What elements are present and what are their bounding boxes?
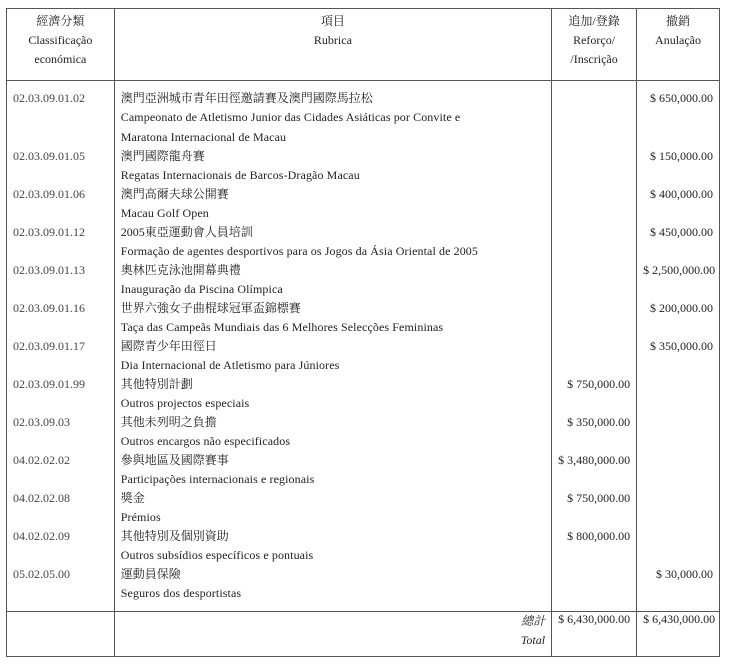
table-row xyxy=(7,81,720,108)
header-classificacao: 經濟分類 Classificação económica xyxy=(7,9,115,81)
rubrica-pt: Inauguração da Piscina Olímpica xyxy=(114,279,551,299)
table-row xyxy=(7,185,720,203)
table-row xyxy=(7,299,720,317)
rubrica-pt: Macau Golf Open xyxy=(114,203,551,223)
table-row-pt xyxy=(7,545,720,565)
classification-code: 02.03.09.01.02 xyxy=(7,81,115,108)
rubrica-zh: 其他未列明之負擔 xyxy=(114,413,551,431)
classification-code: 02.03.09.03 xyxy=(7,413,115,431)
table-row xyxy=(7,565,720,583)
anulacao-value xyxy=(637,451,720,469)
reforco-value: $ 750,000.00 xyxy=(552,489,637,507)
table-row xyxy=(7,261,720,279)
total-label-pt: Total xyxy=(520,633,546,647)
anulacao-value: $ 650,000.00 xyxy=(637,81,720,108)
header-rubrica: 項目 Rubrica xyxy=(114,9,551,81)
reforco-value xyxy=(552,337,637,355)
table-row-pt xyxy=(7,583,720,612)
anulacao-value: $ 30,000.00 xyxy=(637,565,720,583)
rubrica-zh: 獎金 xyxy=(114,489,551,507)
total-row xyxy=(7,612,720,657)
table-row-pt xyxy=(7,355,720,375)
table-body xyxy=(7,81,720,612)
reforco-value: $ 800,000.00 xyxy=(552,527,637,545)
classification-code: 02.03.09.01.05 xyxy=(7,147,115,165)
rubrica-zh: 澳門亞洲城市青年田徑邀請賽及澳門國際馬拉松 xyxy=(114,81,551,108)
table-row-pt xyxy=(7,107,720,127)
table-row xyxy=(7,489,720,507)
total-code-cell xyxy=(7,612,115,657)
reforco-value xyxy=(552,185,637,203)
rubrica-pt: Prémios xyxy=(114,507,551,527)
classification-code: 05.02.05.00 xyxy=(7,565,115,583)
table-row-pt xyxy=(7,279,720,299)
header-anulacao: 撤銷 Anulação xyxy=(637,9,720,81)
rubrica-pt: Participações internacionais e regionais xyxy=(114,469,551,489)
reforco-value: $ 350,000.00 xyxy=(552,413,637,431)
anulacao-value xyxy=(637,413,720,431)
anulacao-value xyxy=(637,489,720,507)
anulacao-value: $ 400,000.00 xyxy=(637,185,720,203)
anulacao-value: $ 150,000.00 xyxy=(637,147,720,165)
budget-table xyxy=(6,8,720,657)
rubrica-zh: 世界六強女子曲棍球冠軍盃錦標賽 xyxy=(114,299,551,317)
rubrica-zh: 奧林匹克泳池開幕典禮 xyxy=(114,261,551,279)
anulacao-value: $ 200,000.00 xyxy=(637,299,720,317)
classification-code: 02.03.09.01.16 xyxy=(7,299,115,317)
table-row xyxy=(7,337,720,355)
rubrica-pt: Campeonato de Atletismo Junior das Cidades Asiáticas por Convite e xyxy=(114,107,551,127)
table-row-pt xyxy=(7,393,720,413)
anulacao-value: $ 2,500,000.00 xyxy=(637,261,720,279)
table-row-pt xyxy=(7,469,720,489)
table-row-pt xyxy=(7,203,720,223)
total-reforco: $ 6,430,000.00 xyxy=(552,612,637,657)
reforco-value: $ 3,480,000.00 xyxy=(552,451,637,469)
rubrica-pt: Regatas Internacionais de Barcos-Dragão Macau xyxy=(114,165,551,185)
table-row-pt xyxy=(7,241,720,261)
reforco-value xyxy=(552,261,637,279)
table-row-pt xyxy=(7,165,720,185)
table-header-row xyxy=(7,9,720,81)
anulacao-value: $ 450,000.00 xyxy=(637,223,720,241)
anulacao-value xyxy=(637,527,720,545)
rubrica-zh: 國際青少年田徑日 xyxy=(114,337,551,355)
rubrica-zh: 澳門國際龍舟賽 xyxy=(114,147,551,165)
rubrica-pt: Seguros dos desportistas xyxy=(114,583,551,612)
classification-code: 02.03.09.01.12 xyxy=(7,223,115,241)
table-row-pt xyxy=(7,127,720,147)
rubrica-pt: Taça das Campeãs Mundiais das 6 Melhores Selecções Femininas xyxy=(114,317,551,337)
rubrica-zh: 其他特別及個別資助 xyxy=(114,527,551,545)
classification-code: 02.03.09.01.99 xyxy=(7,375,115,393)
rubrica-zh: 其他特別計劃 xyxy=(114,375,551,393)
reforco-value: $ 750,000.00 xyxy=(552,375,637,393)
rubrica-pt: Outros subsídios específicos e pontuais xyxy=(114,545,551,565)
table-row xyxy=(7,413,720,431)
table-row-pt xyxy=(7,317,720,337)
table-row xyxy=(7,375,720,393)
rubrica-pt: Formação de agentes desportivos para os Jogos da Ásia Oriental de 2005 xyxy=(114,241,551,261)
reforco-value xyxy=(552,223,637,241)
classification-code: 02.03.09.01.13 xyxy=(7,261,115,279)
rubrica-zh: 運動員保險 xyxy=(114,565,551,583)
rubrica-zh: 澳門高爾夫球公開賽 xyxy=(114,185,551,203)
rubrica-zh: 參與地區及國際賽事 xyxy=(114,451,551,469)
classification-code: 02.03.09.01.06 xyxy=(7,185,115,203)
table-row-pt xyxy=(7,507,720,527)
anulacao-value: $ 350,000.00 xyxy=(637,337,720,355)
table-row-pt xyxy=(7,431,720,451)
reforco-value xyxy=(552,81,637,108)
reforco-value xyxy=(552,299,637,317)
table-row xyxy=(7,451,720,469)
rubrica-pt: Maratona Internacional de Macau xyxy=(114,127,551,147)
classification-code: 04.02.02.09 xyxy=(7,527,115,545)
classification-code: 02.03.09.01.17 xyxy=(7,337,115,355)
rubrica-pt: Outros projectos especiais xyxy=(114,393,551,413)
rubrica-pt: Outros encargos não especificados xyxy=(114,431,551,451)
table-row xyxy=(7,223,720,241)
classification-code: 04.02.02.02 xyxy=(7,451,115,469)
total-label xyxy=(114,612,551,657)
reforco-value xyxy=(552,565,637,583)
anulacao-value xyxy=(637,375,720,393)
reforco-value xyxy=(552,147,637,165)
rubrica-pt: Dia Internacional de Atletismo para Júniores xyxy=(114,355,551,375)
header-reforco: 追加/登錄 Reforço/ /Inscrição xyxy=(552,9,637,81)
classification-code: 04.02.02.08 xyxy=(7,489,115,507)
table-row xyxy=(7,527,720,545)
total-anulacao: $ 6,430,000.00 xyxy=(637,612,720,657)
total-label-zh: 總計 xyxy=(521,614,546,628)
rubrica-zh: 2005東亞運動會人員培訓 xyxy=(114,223,551,241)
table-row xyxy=(7,147,720,165)
